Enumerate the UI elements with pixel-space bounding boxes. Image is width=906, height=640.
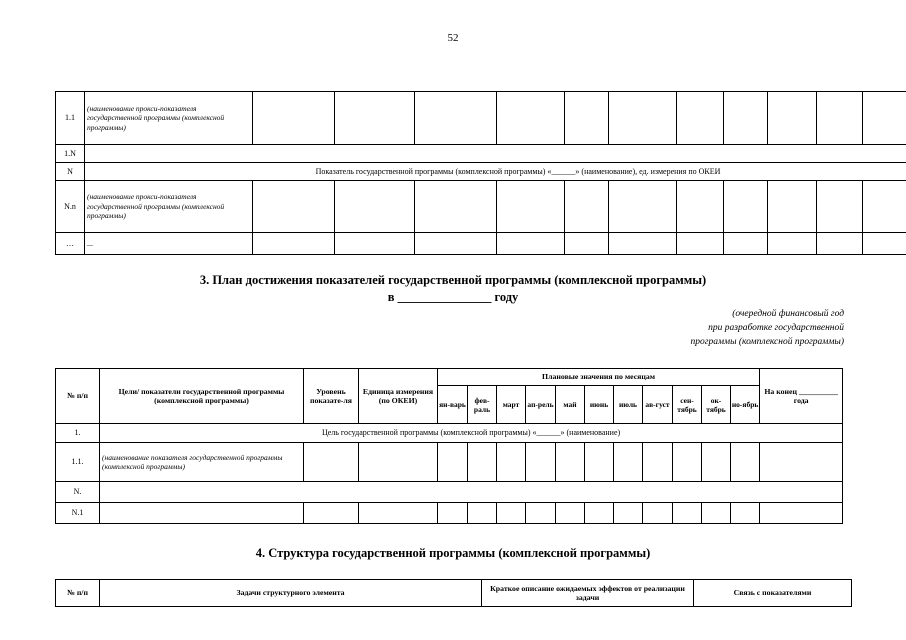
month-august: ав-густ: [643, 386, 673, 424]
proxy-indicator-name: (наименование прокси-показателя государственной программы (комплексной программы): [85, 181, 253, 233]
table-row: [56, 163, 906, 181]
page-number: 52: [447, 32, 459, 44]
row-number: …: [56, 233, 85, 255]
month-february: фев-раль: [468, 386, 497, 424]
header-link: Связь с показателями: [694, 580, 852, 607]
note-line: (очередной финансовый год: [732, 309, 844, 319]
table-row: [56, 503, 843, 524]
table-row: [56, 233, 906, 255]
section-3-subtitle: в _______________ году: [387, 290, 519, 304]
header-num: № п/п: [56, 369, 100, 424]
row-content: [85, 145, 906, 163]
month-july: июль: [614, 386, 643, 424]
section-3-title: 3. План достижения показателей государственной программы (комплексной программы): [199, 273, 707, 287]
table-row: [56, 482, 843, 503]
row-content: [100, 482, 843, 503]
table-row: [56, 443, 843, 482]
table-row: [56, 145, 906, 163]
header-unit: Единица измерения (по ОКЕИ): [359, 369, 438, 424]
header-planned-values: Плановые значения по месяцам: [438, 369, 760, 386]
section-3-note: [691, 308, 845, 349]
header-end-of-year: На конец __________ года: [760, 369, 843, 424]
section-4-title: 4. Структура государственной программы (комплексной программы): [255, 546, 651, 560]
month-april: ап-рель: [526, 386, 556, 424]
indicator-name: (наименование показателя государственной программы (комплексной программы): [100, 443, 304, 482]
header-num: № п/п: [56, 580, 100, 607]
header-level: Уровень показате-ля: [304, 369, 359, 424]
header-row: [56, 369, 843, 386]
row-number: 1.1: [56, 92, 85, 145]
month-october: ок-тябрь: [702, 386, 731, 424]
month-may: май: [556, 386, 585, 424]
row-number: N.n: [56, 181, 85, 233]
header-effects: Краткое описание ожидаемых эффектов от реализации задачи: [482, 580, 694, 607]
indicators-table-continued: [55, 91, 906, 255]
goal-row: Цель государственной программы (комплексной программы) «______» (наименование): [100, 424, 843, 443]
program-indicator-row: Показатель государственной программы (комплексной программы) «______» (наименование), ед. измерения по ОКЕИ: [85, 163, 906, 181]
row-number: 1.1.: [56, 443, 100, 482]
structure-table: [55, 579, 852, 607]
row-number: N.: [56, 482, 100, 503]
month-november: но-ябрь: [731, 386, 760, 424]
note-line: программы (комплексной программы): [690, 336, 844, 347]
row-number: N: [56, 163, 85, 181]
table-row: [56, 92, 906, 145]
header-row: [56, 580, 852, 607]
proxy-indicator-name: (наименование прокси-показателя государственной программы (комплексной программы): [85, 92, 253, 145]
month-september: сен-тябрь: [673, 386, 702, 424]
table-row: [56, 424, 843, 443]
row-content: [100, 503, 304, 524]
plan-table: [55, 368, 843, 524]
month-march: март: [497, 386, 526, 424]
header-goals: Цели/ показатели государственной программы (комплексной программы): [100, 369, 304, 424]
row-number: 1.: [56, 424, 100, 443]
month-june: июнь: [585, 386, 614, 424]
row-ellipsis: ...: [85, 233, 253, 255]
month-january: ян-варь: [438, 386, 468, 424]
header-tasks: Задачи структурного элемента: [100, 580, 482, 607]
row-number: N.1: [56, 503, 100, 524]
note-line: при разработке государственной: [708, 322, 844, 333]
table-row: [56, 181, 906, 233]
row-number: 1.N: [56, 145, 85, 163]
